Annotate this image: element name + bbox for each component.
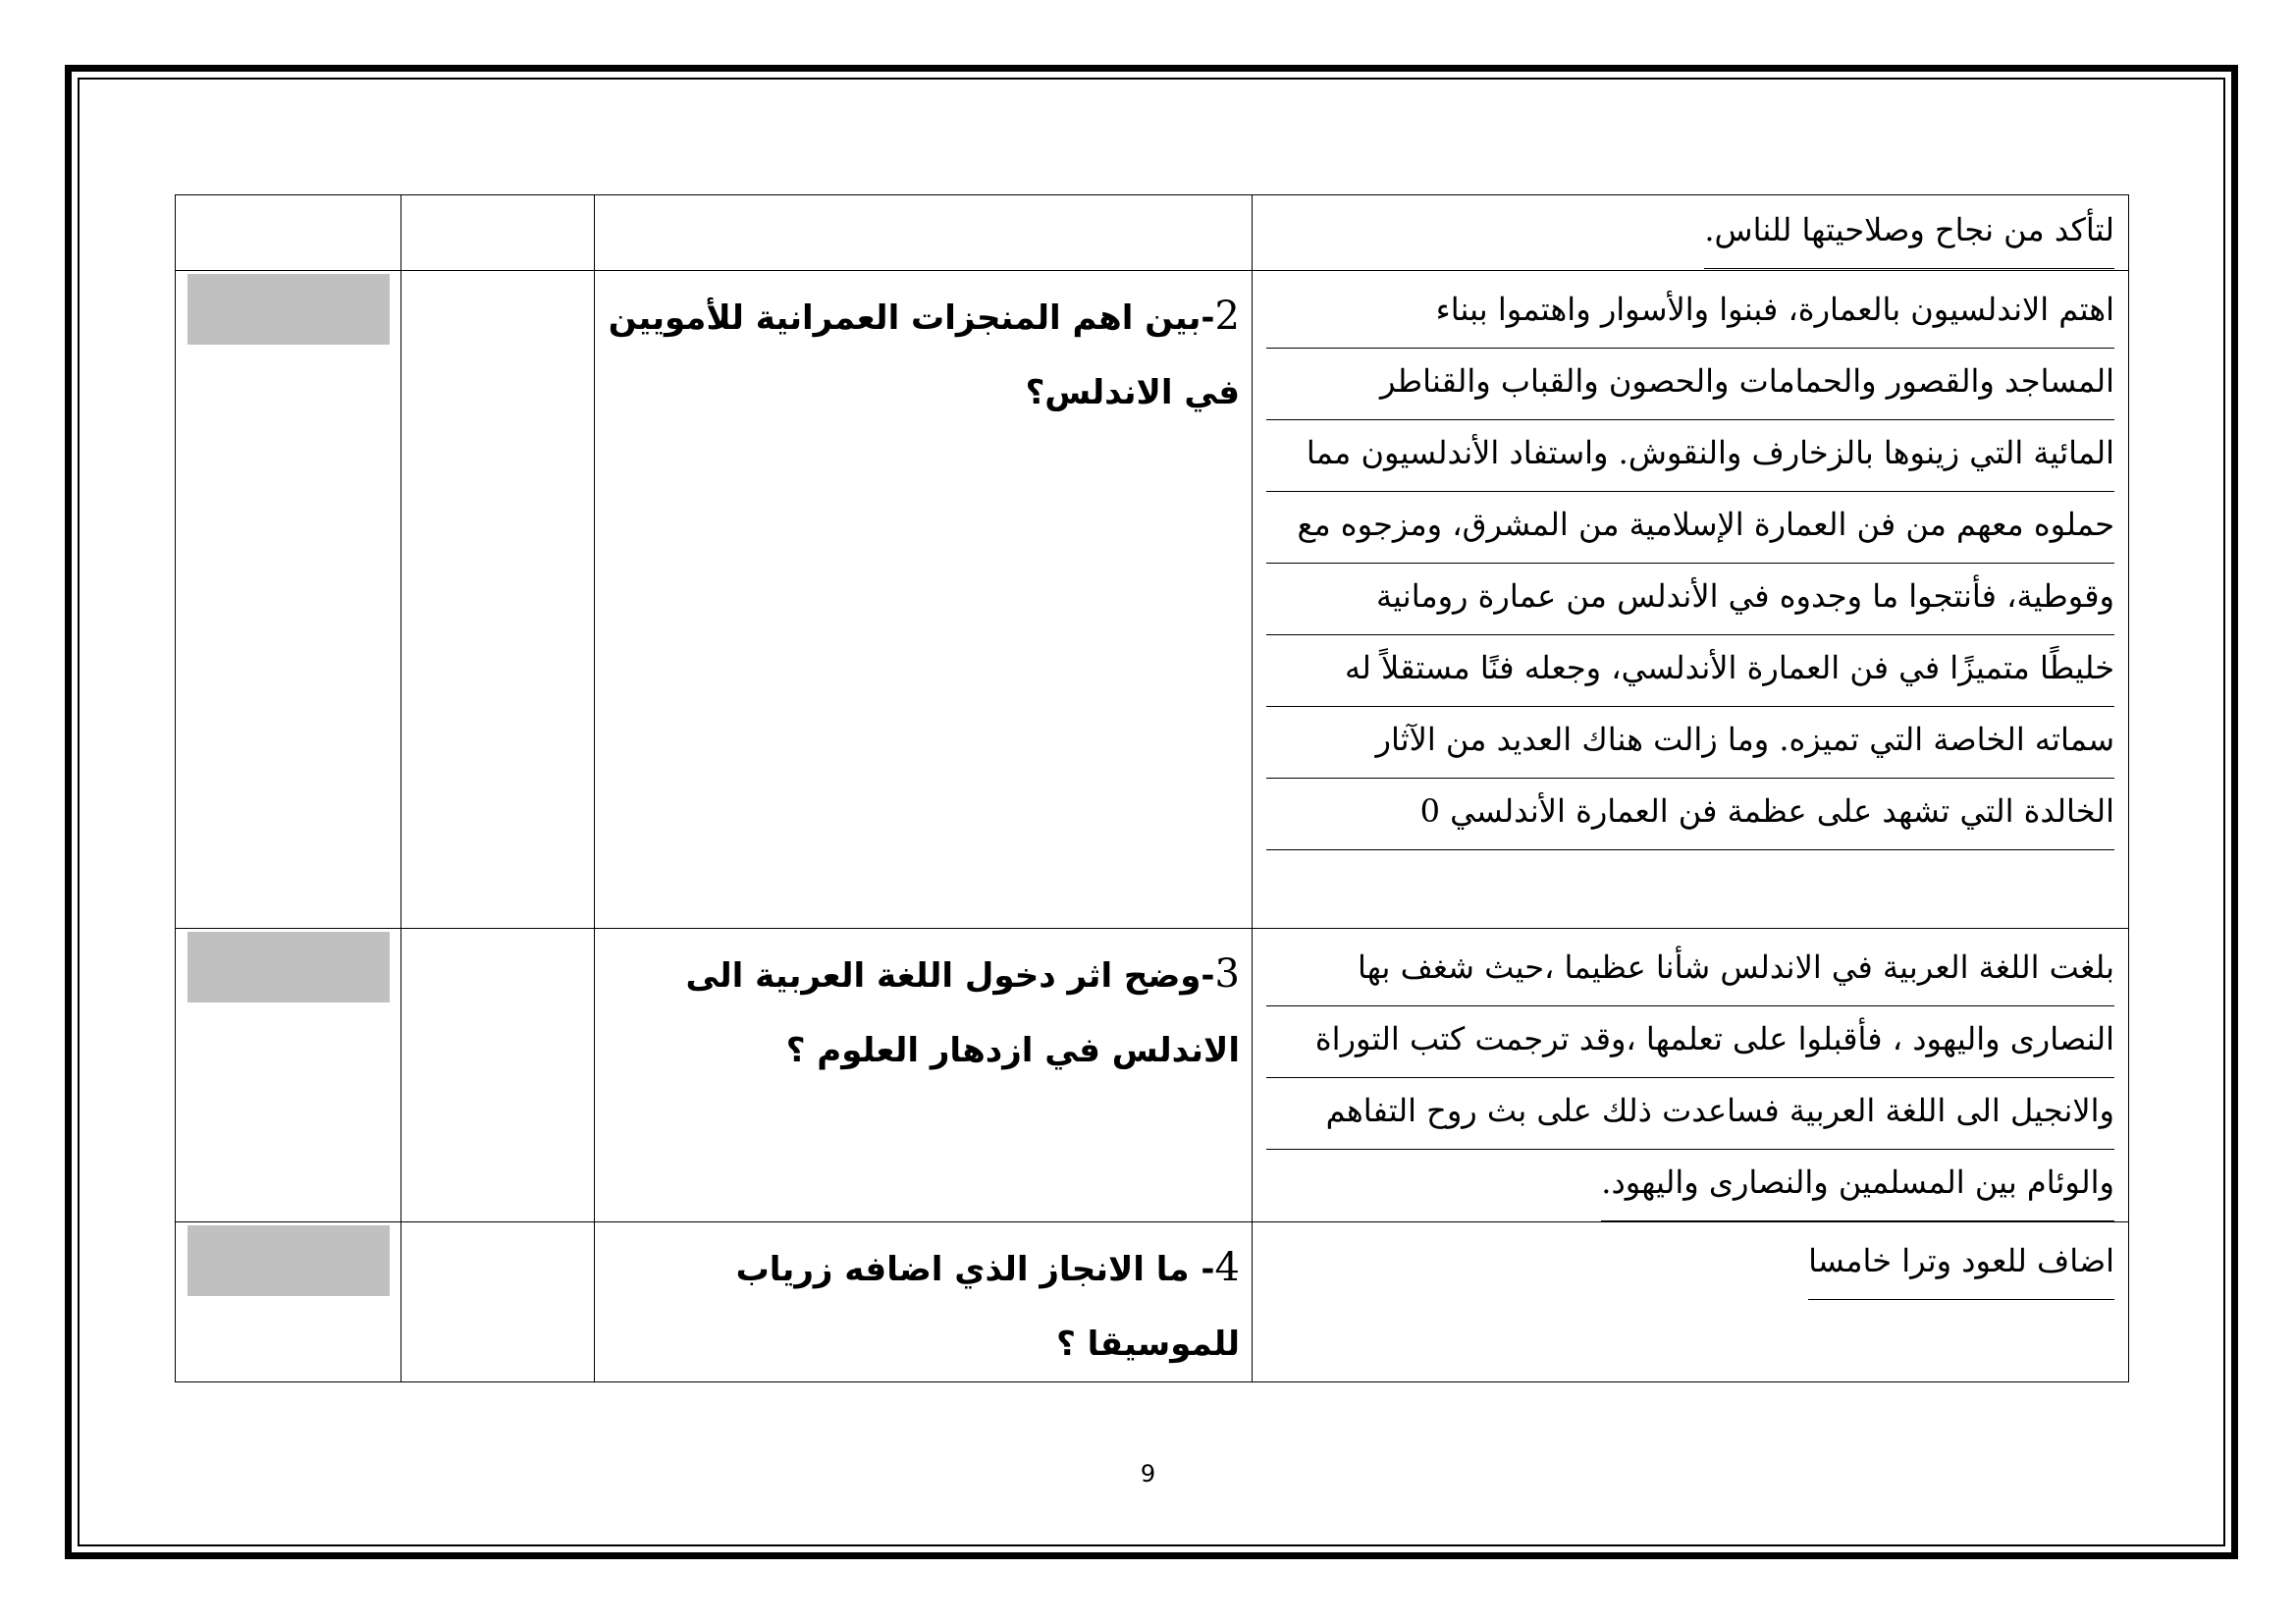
answer-line: والانجيل الى اللغة العربية فساعدت ذلك على بث روح التفاهم bbox=[1266, 1078, 2114, 1150]
question-number: 4 bbox=[1214, 1245, 1240, 1290]
answer-cell bbox=[1253, 195, 2129, 271]
question-line: -وضح اثر دخول اللغة العربية الى bbox=[685, 956, 1215, 996]
answer-cell bbox=[1253, 929, 2129, 1222]
mark-cell bbox=[176, 271, 401, 929]
questions-table bbox=[175, 194, 2129, 1382]
table-row bbox=[176, 1222, 2129, 1382]
mark-cell bbox=[176, 1222, 401, 1382]
question-text bbox=[595, 929, 1252, 1088]
mark-box bbox=[187, 932, 390, 1002]
question-text bbox=[595, 271, 1252, 430]
answer-line: سماته الخاصة التي تميزه. وما زالت هناك العديد من الآثار bbox=[1266, 707, 2114, 779]
grade-cell bbox=[401, 929, 595, 1222]
answer-line: الخالدة التي تشهد على عظمة فن العمارة الأندلسي 0 bbox=[1266, 779, 2114, 850]
question-line: للموسيقا ؟ bbox=[1056, 1325, 1240, 1364]
question-line: -بين اهم المنجزات العمرانية للأمويين bbox=[608, 298, 1215, 338]
question-number: 2 bbox=[1214, 294, 1240, 339]
question-cell bbox=[595, 271, 1253, 929]
answer-line: وقوطية، فأنتجوا ما وجدوه في الأندلس من عمارة رومانية bbox=[1266, 564, 2114, 635]
question-cell bbox=[595, 1222, 1253, 1382]
mark-box bbox=[187, 274, 390, 345]
answer-line: النصارى واليهود ، فأقبلوا على تعلمها ،وقد ترجمت كتب التوراة bbox=[1266, 1006, 2114, 1078]
mark-cell bbox=[176, 195, 401, 271]
table-row bbox=[176, 271, 2129, 929]
question-text bbox=[595, 1222, 1252, 1381]
answer-line: اضاف للعود وترا خامسا bbox=[1808, 1228, 2114, 1300]
question-line: الاندلس في ازدهار العلوم ؟ bbox=[785, 1031, 1240, 1070]
answer-line: المساجد والقصور والحمامات والحصون والقباب والقناطر bbox=[1266, 349, 2114, 420]
answer-line: خليطًا متميزًا في فن العمارة الأندلسي، وجعله فنًا مستقلاً له bbox=[1266, 635, 2114, 707]
mark-box bbox=[187, 1225, 390, 1296]
question-cell bbox=[595, 929, 1253, 1222]
grade-cell bbox=[401, 195, 595, 271]
answer-line: المائية التي زينوها بالزخارف والنقوش. واستفاد الأندلسيون مما bbox=[1266, 420, 2114, 492]
question-number: 3 bbox=[1214, 951, 1240, 997]
answer-cell bbox=[1253, 1222, 2129, 1382]
answer-line: بلغت اللغة العربية في الاندلس شأنا عظيما ،حيث شغف بها bbox=[1266, 935, 2114, 1006]
question-line: - ما الانجاز الذي اضافه زرياب bbox=[735, 1250, 1215, 1289]
answer-cell bbox=[1253, 271, 2129, 929]
page-number: 9 bbox=[1140, 1460, 1156, 1488]
table-row bbox=[176, 195, 2129, 271]
mark-cell bbox=[176, 929, 401, 1222]
grade-cell bbox=[401, 271, 595, 929]
answer-line: والوئام بين المسلمين والنصارى واليهود. bbox=[1601, 1150, 2114, 1221]
question-line: في الاندلس؟ bbox=[1025, 373, 1240, 412]
table-row bbox=[176, 929, 2129, 1222]
grade-cell bbox=[401, 1222, 595, 1382]
question-cell bbox=[595, 195, 1253, 271]
answer-line: لتأكد من نجاح وصلاحيتها للناس. bbox=[1704, 197, 2114, 269]
answer-line: حملوه معهم من فن العمارة الإسلامية من المشرق، ومزجوه مع bbox=[1266, 492, 2114, 564]
answer-line: اهتم الاندلسيون بالعمارة، فبنوا والأسوار واهتموا ببناء bbox=[1266, 277, 2114, 349]
